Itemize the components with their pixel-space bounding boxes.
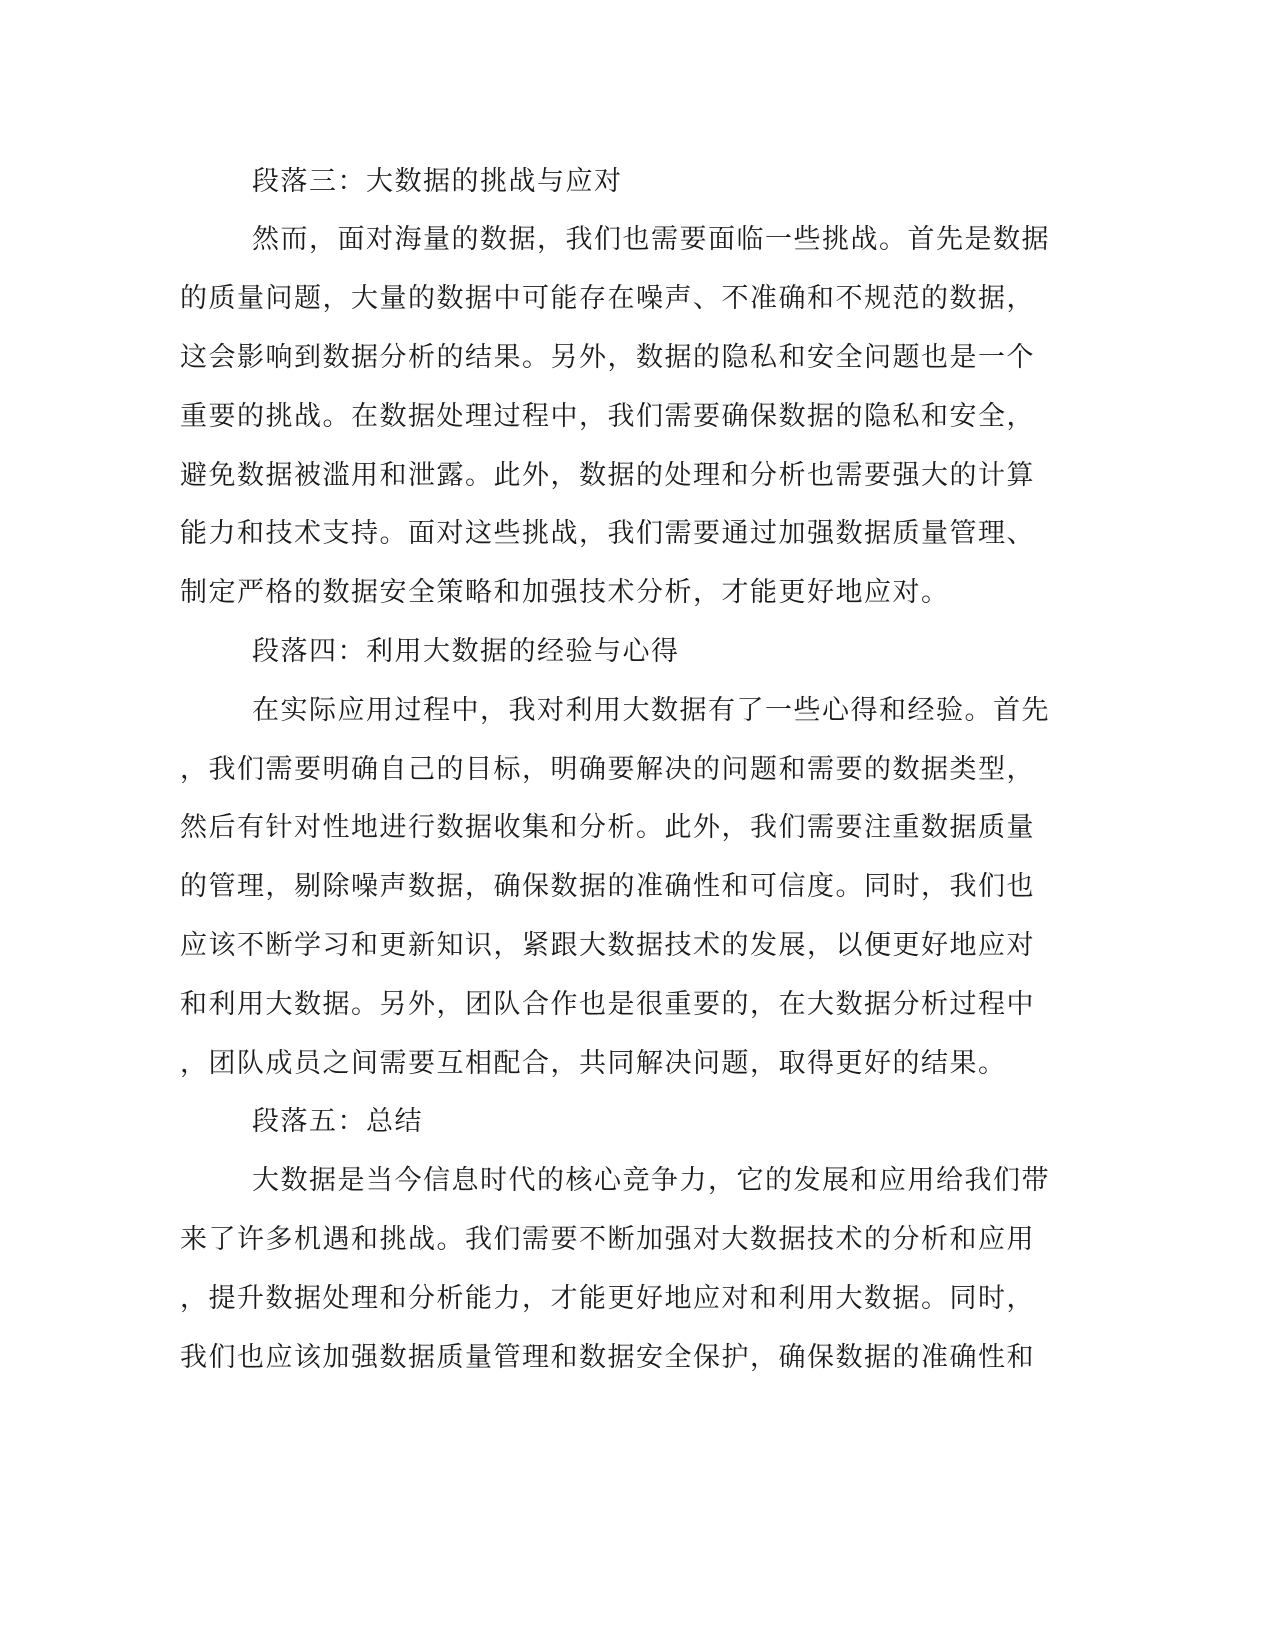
paragraph-line: 然而，面对海量的数据，我们也需要面临一些挑战。首先是数据 <box>252 224 1050 255</box>
paragraph-line: 我们也应该加强数据质量管理和数据安全保护，确保数据的准确性和 <box>180 1342 1035 1373</box>
paragraph-line: 来了许多机遇和挑战。我们需要不断加强对大数据技术的分析和应用 <box>180 1224 1035 1255</box>
paragraph-line: 制定严格的数据安全策略和加强技术分析，才能更好地应对。 <box>180 577 950 608</box>
paragraph-line: 避免数据被滥用和泄露。此外，数据的处理和分析也需要强大的计算 <box>180 460 1035 491</box>
section-heading-5: 段落五：总结 <box>252 1106 423 1137</box>
paragraph-line: 的质量问题，大量的数据中可能存在噪声、不准确和不规范的数据， <box>180 283 1035 314</box>
paragraph-line: 在实际应用过程中，我对利用大数据有了一些心得和经验。首先 <box>252 695 1050 726</box>
paragraph-line: 和利用大数据。另外，团队合作也是很重要的，在大数据分析过程中 <box>180 989 1035 1020</box>
paragraph-line: 然后有针对性地进行数据收集和分析。此外，我们需要注重数据质量 <box>180 812 1035 843</box>
paragraph-line: ，团队成员之间需要互相配合，共同解决问题，取得更好的结果。 <box>180 1048 1007 1079</box>
paragraph-line: 大数据是当今信息时代的核心竞争力，它的发展和应用给我们带 <box>252 1165 1050 1196</box>
section-heading-3: 段落三：大数据的挑战与应对 <box>252 166 623 197</box>
section-heading-4: 段落四：利用大数据的经验与心得 <box>252 636 680 667</box>
paragraph-line: 的管理，剔除噪声数据，确保数据的准确性和可信度。同时，我们也 <box>180 871 1035 902</box>
paragraph-line: ，提升数据处理和分析能力，才能更好地应对和利用大数据。同时， <box>180 1283 1035 1314</box>
paragraph-line: 应该不断学习和更新知识，紧跟大数据技术的发展，以便更好地应对 <box>180 930 1035 961</box>
paragraph-line: 这会影响到数据分析的结果。另外，数据的隐私和安全问题也是一个 <box>180 342 1035 373</box>
paragraph-line: ，我们需要明确自己的目标，明确要解决的问题和需要的数据类型， <box>180 754 1035 785</box>
paragraph-line: 能力和技术支持。面对这些挑战，我们需要通过加强数据质量管理、 <box>180 518 1035 549</box>
paragraph-line: 重要的挑战。在数据处理过程中，我们需要确保数据的隐私和安全， <box>180 401 1035 432</box>
